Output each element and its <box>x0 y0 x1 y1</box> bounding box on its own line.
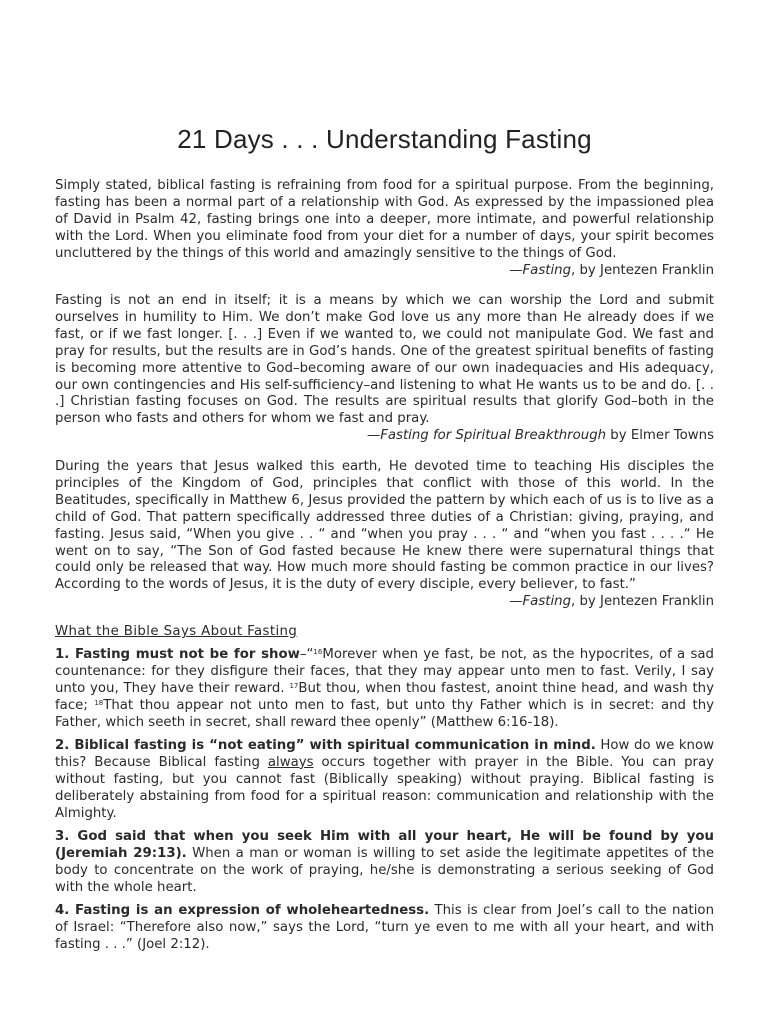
attribution-book-title: Fasting <box>522 262 572 278</box>
quote-attribution <box>55 594 714 611</box>
section-heading: What the Bible Says About Fasting <box>55 624 298 639</box>
item-text: That thou appear not unto men to fast, but unto thy Father which is in secret: and thy Father, which seeth in secret, shall reward thee openly” (Matthew 6:16-18). <box>55 697 714 730</box>
attribution-dash: — <box>509 262 523 278</box>
attribution-book-title: Fasting <box>522 594 572 610</box>
item-lead: 1. Fasting must not be for show <box>55 647 300 662</box>
list-item <box>55 647 714 732</box>
attribution-author: by Elmer Towns <box>606 428 714 444</box>
verse-number: 17 <box>289 681 299 690</box>
item-text: But thou, when thou fastest, anoint thine head, and wash thy face; <box>55 680 714 713</box>
item-lead: 2. Biblical fasting is “not eating” with spiritual communication in mind. <box>55 738 596 753</box>
verse-number: 18 <box>94 698 104 707</box>
quote-block-1 <box>55 178 714 279</box>
quote-text: Simply stated, biblical fasting is refraining from food for a spiritual purpose. From the beginning, fasting has been a normal part of a relationship with God. As expressed by the impassioned plea of David in Psalm 42, fasting brings one into a deeper, more intimate, and powerful relationship with the Lord. When you eliminate food from your diet for a number of days, your spirit becomes uncluttered by the things of this world and amazingly sensitive to the things of God. <box>55 178 714 261</box>
list-item <box>55 829 714 897</box>
quote-text: During the years that Jesus walked this earth, He devoted time to teaching His disciples the principles of the Kingdom of God, principles that conflict with those of this world. In the Beatitudes, specifically in Matthew 6, Jesus provided the pattern by which each of us is to live as a child of God. That pattern specifically addressed three duties of a Christian: giving, praying, and fasting. Jesus said, “When you give . . “ and “when you pray . . . “ and “when you fast . . . .“ He went on to say, “The Son of God fasted because He knew there were supernatural things that could only be released that way. How much more should fasting be common practice in our lives? According to the words of Jesus, it is the duty of every disciple, every believer, to fast.” <box>55 459 714 593</box>
attribution-book-title: Fasting for Spiritual Breakthrough <box>380 428 607 444</box>
quote-attribution <box>55 428 714 445</box>
attribution-dash: — <box>509 594 523 610</box>
item-text: Morever when ye fast, be not, as the hypocrites, of a sad countenance: for they disfigure their faces, that they may appear unto men to fast. Verily, I say unto you, They have their reward. <box>55 647 714 696</box>
item-underlined-word: always <box>267 754 314 770</box>
item-text: When a man or woman is willing to set aside the legitimate appetites of the body to concentrate on the work of praying, he/she is demonstrating a serious seeking of God with the whole heart. <box>55 845 714 895</box>
item-text: This is clear from Joel’s call to the nation of Israel: “Therefore also now,” says the Lord, “turn ye even to me with all your heart, and with fasting . . .” (Joel 2:12). <box>55 903 714 952</box>
item-text: How do we know this? Because Biblical fasting <box>55 738 715 770</box>
item-text: occurs together with prayer in the Bible. You can pray without fasting, but you cannot fast (Biblically speaking) without praying. Biblical fasting is deliberately abstaining from food for a spiritual reason: communication and relationship with the Almighty. <box>55 754 714 821</box>
quote-block-3 <box>55 459 714 611</box>
list-item <box>55 738 714 823</box>
attribution-author: , by Jentezen Franklin <box>571 594 714 610</box>
quote-text: Fasting is not an end in itself; it is a means by which we can worship the Lord and submit ourselves in humility to Him. We don’t make God love us any more than He already does if we fast, or if we fast longer. [. . .] Even if we wanted to, we could not manipulate God. We fast and pray for results, but the results are in God’s hands. One of the greatest spiritual benefits of fasting is becoming more attentive to God–becoming aware of our own inadequacies and His adequacy, our own contingencies and His self-sufficiency–and listening to what He wants us to be and do. [. . .] Christian fasting focuses on God. The results are spiritual results that glorify God–both in the person who fasts and others for whom we fast and pray. <box>55 293 714 427</box>
attribution-dash: — <box>366 428 381 444</box>
item-lead: 3. God said that when you seek Him with all your heart, He will be found by you (Jeremiah 29:13). <box>55 829 714 861</box>
verse-number: 16 <box>313 648 323 656</box>
quote-attribution <box>55 263 714 280</box>
list-item <box>55 903 714 954</box>
quote-block-2 <box>55 293 714 445</box>
item-lead: 4. Fasting is an expression of wholeheartedness. <box>55 903 430 918</box>
page-title: 21 Days . . . Understanding Fasting <box>177 124 592 154</box>
attribution-author: , by Jentezen Franklin <box>571 262 714 278</box>
item-dash: –“ <box>299 647 314 662</box>
